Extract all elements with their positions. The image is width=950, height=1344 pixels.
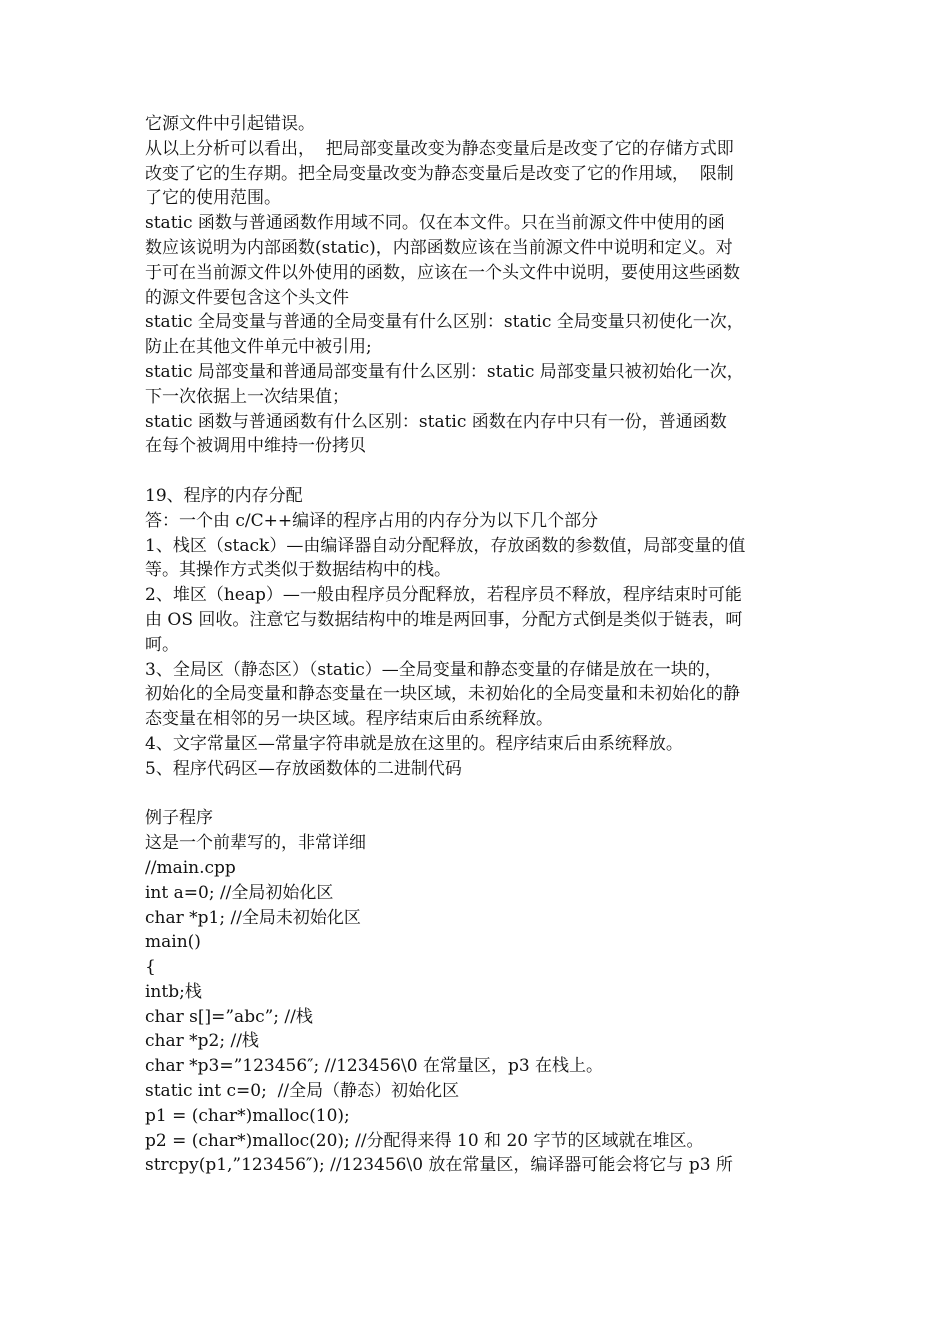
text-line: strcpy(p1,”123456″); //123456\0 放在常量区，编译器可能会将它与 p3 所 xyxy=(145,1155,733,1176)
blank-line xyxy=(145,459,810,484)
text-line: 19、程序的内存分配 xyxy=(145,485,303,506)
text-line: 的源文件要包含这个头文件 xyxy=(145,287,349,308)
text-line: p1 = (char*)malloc(10); xyxy=(145,1105,350,1126)
text-line: 从以上分析可以看出， 把局部变量改变为静态变量后是改变了它的存储方式即 xyxy=(145,138,734,159)
text-line: { xyxy=(145,957,156,978)
text-line: 4、文字常量区—常量字符串就是放在这里的。程序结束后由系统释放。 xyxy=(145,733,683,754)
text-line: main() xyxy=(145,932,201,953)
text-line: 这是一个前辈写的，非常详细 xyxy=(145,833,366,854)
text-line: static 函数与普通函数作用域不同。仅在本文件。只在当前源文件中使用的函 xyxy=(145,213,725,234)
text-line: 下一次依据上一次结果值； xyxy=(145,386,349,407)
text-line: 改变了它的生存期。把全局变量改变为静态变量后是改变了它的作用域， 限制 xyxy=(145,163,734,184)
document-body xyxy=(145,112,810,1178)
text-line: char s[]=”abc”; //栈 xyxy=(145,1006,313,1027)
text-line: 于可在当前源文件以外使用的函数，应该在一个头文件中说明，要使用这些函数 xyxy=(145,262,740,283)
text-line: intb;栈 xyxy=(145,981,202,1002)
text-line: static int c=0; //全局（静态）初始化区 xyxy=(145,1081,460,1102)
text-line: static 全局变量与普通的全局变量有什么区别：static 全局变量只初使化一次， xyxy=(145,312,744,333)
text-line: int a=0; //全局初始化区 xyxy=(145,882,334,903)
blank-line xyxy=(145,782,810,807)
text-line: 在每个被调用中维持一份拷贝 xyxy=(145,436,366,457)
text-line: 等。其操作方式类似于数据结构中的栈。 xyxy=(145,560,451,581)
text-line: 2、堆区（heap）—一般由程序员分配释放，若程序员不释放，程序结束时可能 xyxy=(145,585,742,606)
text-line: char *p1; //全局未初始化区 xyxy=(145,907,361,928)
text-line: 答：一个由 c/C++编译的程序占用的内存分为以下几个部分 xyxy=(145,510,599,531)
text-line: char *p2; //栈 xyxy=(145,1031,259,1052)
text-line: 3、全局区（静态区）（static）—全局变量和静态变量的存储是放在一块的， xyxy=(145,659,722,680)
text-line: static 函数与普通函数有什么区别：static 函数在内存中只有一份，普通函数 xyxy=(145,411,727,432)
text-line: 了它的使用范围。 xyxy=(145,188,281,209)
text-line: 呵。 xyxy=(145,634,179,655)
text-line: 初始化的全局变量和静态变量在一块区域，未初始化的全局变量和未初始化的静 xyxy=(145,684,740,705)
text-line: static 局部变量和普通局部变量有什么区别：static 局部变量只被初始化一次， xyxy=(145,361,744,382)
text-line: 例子程序 xyxy=(145,808,213,829)
text-line: char *p3=”123456″; //123456\0 在常量区，p3 在栈上。 xyxy=(145,1056,604,1077)
text-line: 它源文件中引起错误。 xyxy=(145,114,315,134)
text-line: 由 OS 回收。注意它与数据结构中的堆是两回事，分配方式倒是类似于链表，呵 xyxy=(145,609,743,630)
text-line: 1、栈区（stack）—由编译器自动分配释放，存放函数的参数值，局部变量的值 xyxy=(145,535,746,556)
text-line: 防止在其他文件单元中被引用; xyxy=(145,337,372,358)
text-line: p2 = (char*)malloc(20); //分配得来得 10 和 20 字节的区域就在堆区。 xyxy=(145,1130,704,1151)
text-line: 态变量在相邻的另一块区域。程序结束后由系统释放。 xyxy=(145,709,553,730)
text-line: //main.cpp xyxy=(145,857,236,878)
text-line: 数应该说明为内部函数(static)，内部函数应该在当前源文件中说明和定义。对 xyxy=(145,237,733,258)
text-line: 5、程序代码区—存放函数体的二进制代码 xyxy=(145,758,462,779)
